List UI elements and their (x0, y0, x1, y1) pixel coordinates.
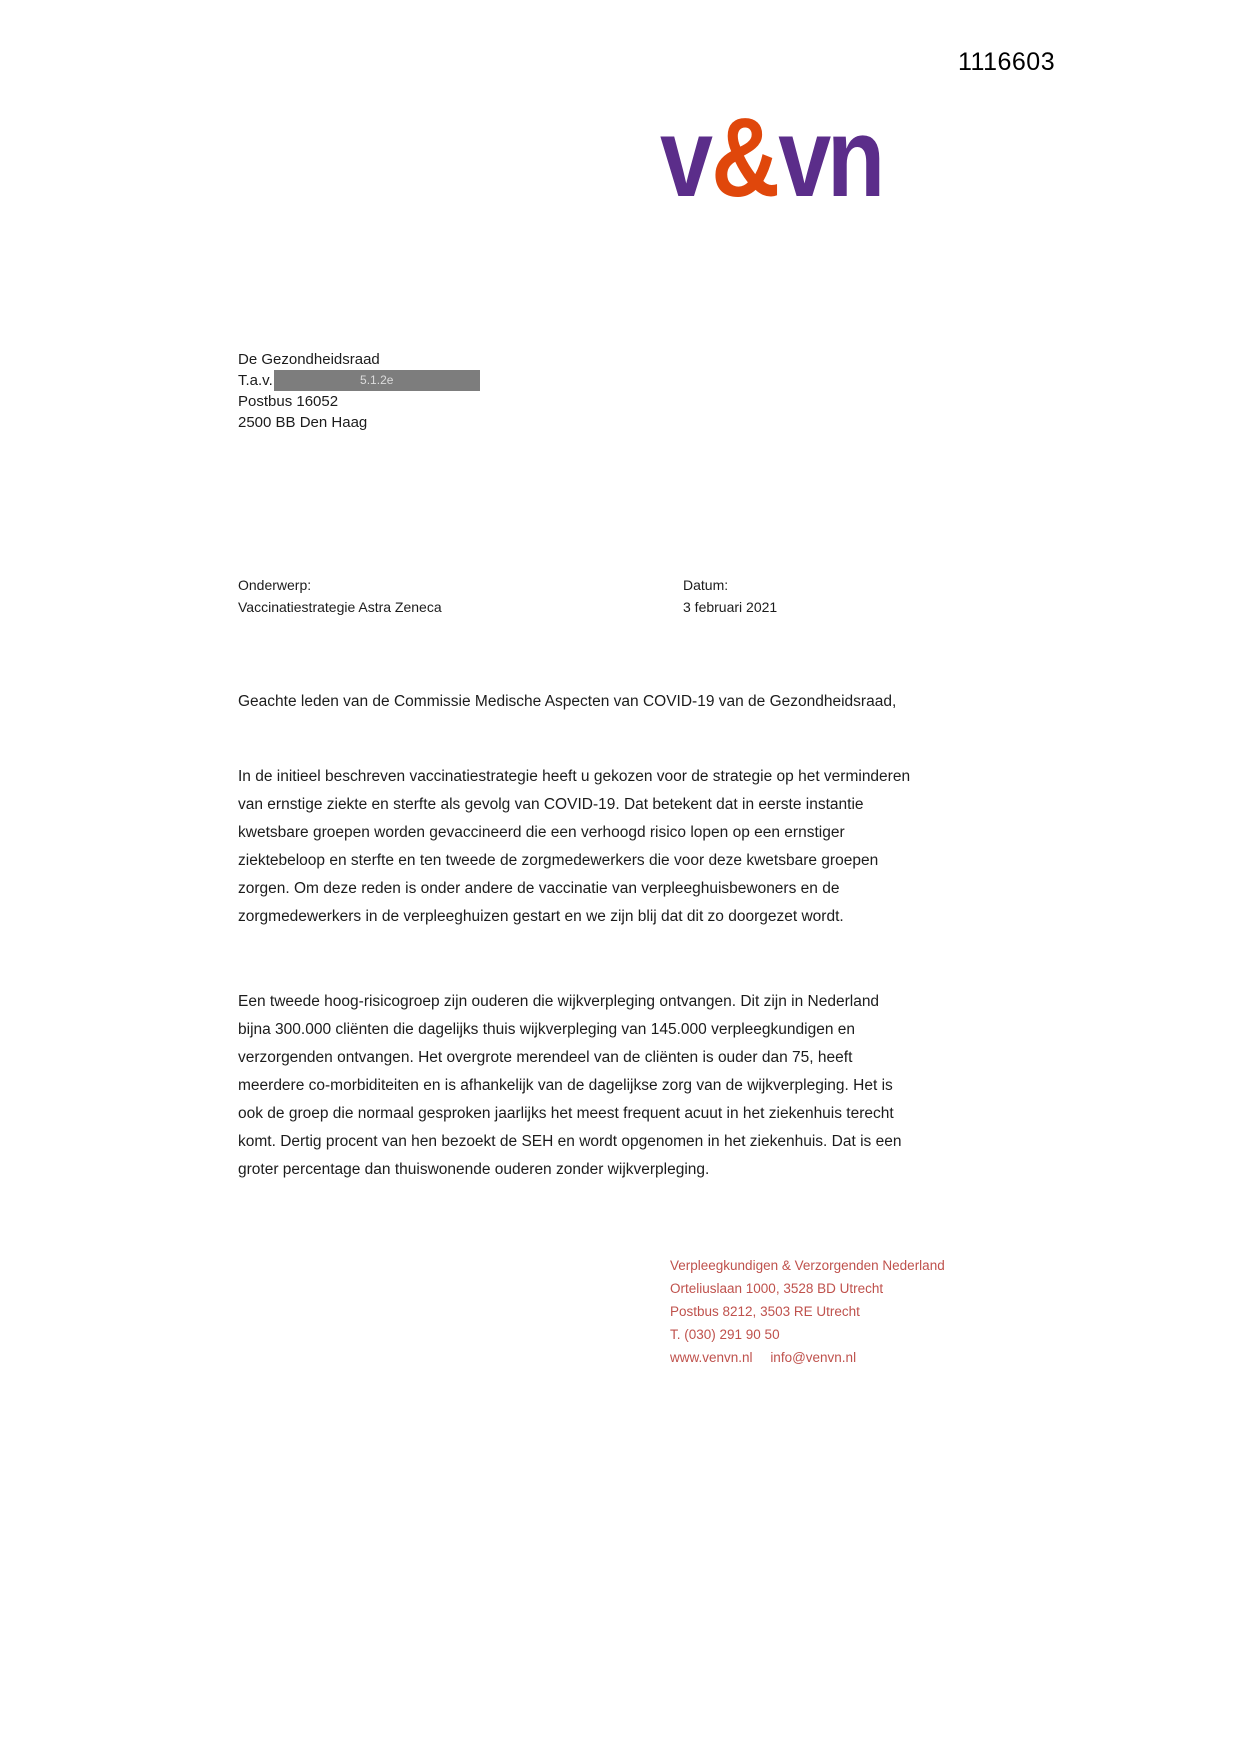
attn-prefix: T.a.v. (238, 372, 273, 389)
recipient-address-block (238, 349, 480, 433)
recipient-attn-line (238, 370, 480, 391)
paragraph-2 (238, 988, 912, 1184)
footer-email: info@venvn.nl (770, 1350, 857, 1365)
venvn-logo (660, 95, 881, 220)
date-label: Datum: (683, 577, 729, 593)
paragraph-1 (238, 763, 912, 931)
salutation-text: Geachte leden van de Commissie Medische Aspecten van COVID-19 van de Gezondheidsraad, (238, 693, 897, 710)
letterhead-footer (670, 1254, 945, 1369)
paragraph-1-text: In de initieel beschreven vaccinatiestrategie heeft u gekozen voor de strategie op het verminderen van ernstige ziekte en sterfte als gevolg van COVID-19. Dat betekent dat in eerste instantie kwetsbare groepen worden gevaccineerd die een verhoogd risico lopen op een ernstiger ziektebeloop en sterfte en ten tweede de zorgmedewerkers die voor deze kwetsbare groepen zorgen. Om deze reden is onder andere de vaccinatie van verpleeghuisbewoners en de zorgmedewerkers in de verpleeghuizen gestart en we zijn blij dat dit zo doorgezet wordt. (238, 768, 911, 925)
footer-phone: T. (030) 291 90 50 (670, 1327, 780, 1342)
recipient-name: De Gezondheidsraad (238, 351, 380, 368)
subject-label: Onderwerp: (238, 577, 312, 593)
subject-value: Vaccinatiestrategie Astra Zeneca (238, 599, 442, 615)
logo-letters-vn: vn (778, 95, 881, 220)
date-block (683, 574, 777, 618)
paragraph-2-text: Een tweede hoog-risicogroep zijn ouderen die wijkverpleging ontvangen. Dit zijn in Nederland bijna 300.000 cliënten die dagelijks thuis wijkverpleging van 145.000 verpleegkundigen en verzorgenden ontvangen. Het overgrote merendeel van de cliënten is ouder dan 75, heeft meerdere co-morbiditeiten en is afhankelijk van de dagelijkse zorg van de wijkverpleging. Het is ook de groep die normaal gesproken jaarlijks het meest frequent acuut in het ziekenhuis terecht komt. Dertig procent van hen bezoekt de SEH en wordt opgenomen in het ziekenhuis. Dat is een groter percentage dan thuiswonende ouderen zonder wijkverpleging. (238, 993, 902, 1178)
document-number: 1116603 (958, 48, 1056, 76)
footer-address-postbus: Postbus 8212, 3503 RE Utrecht (670, 1304, 860, 1319)
redaction-box (274, 370, 480, 391)
date-value: 3 februari 2021 (683, 599, 778, 615)
recipient-city: 2500 BB Den Haag (238, 414, 368, 431)
footer-web-email-row (670, 1346, 945, 1369)
footer-org-name: Verpleegkundigen & Verzorgenden Nederland (670, 1258, 945, 1273)
logo-letter-v: v (660, 95, 709, 220)
salutation (238, 688, 912, 716)
redaction-label: 5.1.2e (360, 373, 394, 387)
recipient-postbus: Postbus 16052 (238, 393, 339, 410)
logo-ampersand-icon: & (711, 95, 776, 220)
footer-website: www.venvn.nl (670, 1350, 753, 1365)
subject-block (238, 574, 442, 618)
footer-address-street: Orteliuslaan 1000, 3528 BD Utrecht (670, 1281, 884, 1296)
